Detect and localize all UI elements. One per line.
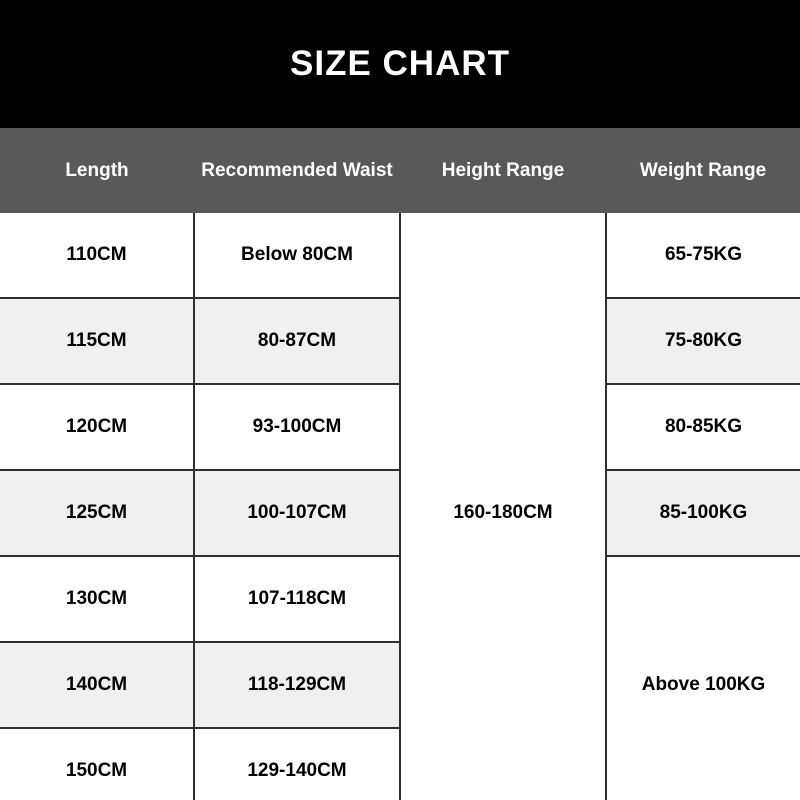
weight-cell: 85-100KG: [606, 470, 800, 556]
col-header-weight-range: Weight Range: [606, 128, 800, 213]
length-cell: 125CM: [0, 470, 194, 556]
waist-cell: Below 80CM: [194, 213, 400, 298]
weight-cell: 65-75KG: [606, 213, 800, 298]
size-chart-table: [0, 128, 800, 800]
length-cell: 140CM: [0, 642, 194, 728]
table-body: [0, 213, 800, 800]
col-header-length: Length: [0, 128, 194, 213]
col-header-height-range: Height Range: [400, 128, 606, 213]
waist-cell: 93-100CM: [194, 384, 400, 470]
col-header-recommended-waist: Recommended Waist: [194, 128, 400, 213]
length-cell: 150CM: [0, 728, 194, 800]
header-row: [0, 128, 800, 213]
title-banner: [0, 0, 800, 128]
table-header: [0, 128, 800, 213]
waist-cell: 129-140CM: [194, 728, 400, 800]
waist-cell: 107-118CM: [194, 556, 400, 642]
weight-cell: 80-85KG: [606, 384, 800, 470]
length-cell: 110CM: [0, 213, 194, 298]
height-range-merged-cell: 160-180CM: [400, 213, 606, 800]
weight-range-merged-cell: Above 100KG: [606, 556, 800, 800]
waist-cell: 80-87CM: [194, 298, 400, 384]
waist-cell: 100-107CM: [194, 470, 400, 556]
chart-title: SIZE CHART: [290, 44, 510, 83]
length-cell: 115CM: [0, 298, 194, 384]
length-cell: 130CM: [0, 556, 194, 642]
table-row: [0, 213, 800, 298]
length-cell: 120CM: [0, 384, 194, 470]
weight-cell: 75-80KG: [606, 298, 800, 384]
waist-cell: 118-129CM: [194, 642, 400, 728]
